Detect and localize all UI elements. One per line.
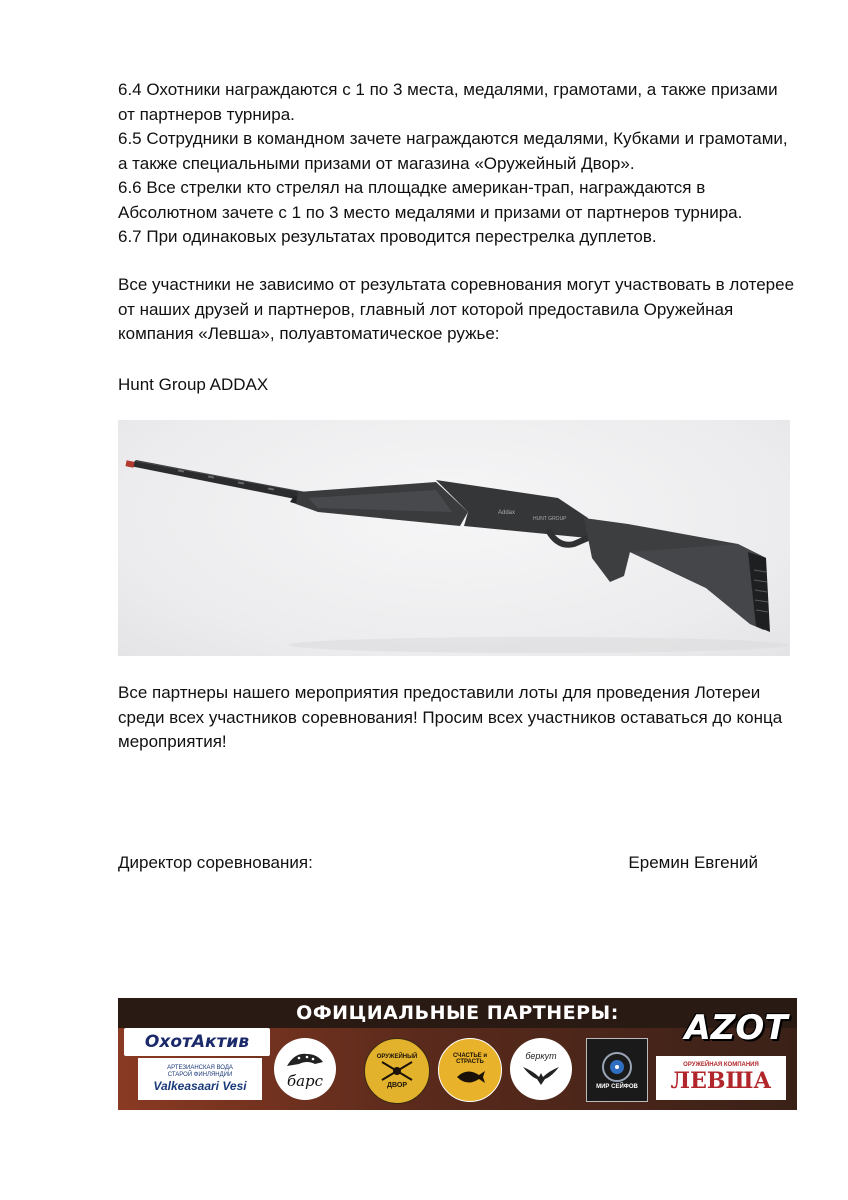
gun-brand-marking: HUNT GROUP — [533, 516, 567, 522]
gun-name: Hunt Group ADDAX — [118, 375, 269, 394]
rule-6-6: 6.6 Все стрелки кто стрелял на площадке американ-трап, награждаются в Абсолютном зачете с 1 по 3 место медалями и призами от партнеров турнира. — [118, 178, 743, 222]
shotgun-image — [118, 420, 790, 656]
director-role: Директор соревнования: — [118, 853, 313, 872]
valkeasaari-name: Valkeasaari Vesi — [153, 1079, 247, 1093]
awards-rules — [118, 78, 798, 250]
leopard-icon — [285, 1048, 325, 1072]
director-name: Еремин Евгений — [628, 853, 758, 872]
crossed-rifles-icon — [380, 1060, 414, 1082]
lottery-paragraph — [118, 273, 798, 347]
schastye-logo — [438, 1038, 502, 1102]
berkut-name: беркут — [525, 1051, 557, 1061]
oruzheyny-dvor-bottom: ДВОР — [387, 1081, 407, 1089]
safe-dial-icon — [600, 1050, 634, 1084]
gun-model-marking: Addax — [498, 510, 516, 516]
levsha-tagline: ОРУЖЕЙНАЯ КОМПАНИЯ — [683, 1062, 759, 1068]
partners-title: ОФИЦИАЛЬНЫЕ ПАРТНЕРЫ: — [296, 1002, 619, 1024]
mir-seyfov-name: МИР СЕЙФОВ — [596, 1084, 638, 1090]
eagle-icon — [521, 1061, 561, 1087]
shotgun-photo — [118, 420, 790, 656]
bars-logo — [274, 1038, 336, 1100]
lottery-text: Все участники не зависимо от результата соревнования могут участвовать в лотерее от наших друзей и партнеров, главный лот которой предоставила Оружейная компания «Левша», полуавтоматическое ружье: — [118, 275, 795, 343]
valkeasaari-tagline: АРТЕЗИАНСКАЯ ВОДА СТАРОЙ ФИНЛЯНДИИ — [167, 1065, 233, 1078]
ohotaktiv-logo — [124, 1028, 270, 1056]
closing-text: Все партнеры нашего мероприятия предоставили лоты для проведения Лотереи среди всех участников соревнования! Просим всех участников оставаться до конца мероприятия! — [118, 683, 783, 751]
valkeasaari-logo — [138, 1058, 262, 1100]
ohotaktiv-logo-text: ОхотАктив — [144, 1032, 250, 1052]
levsha-name: ЛЕВША — [670, 1068, 772, 1094]
mir-seyfov-logo — [586, 1038, 648, 1102]
partners-banner — [118, 998, 797, 1110]
fish-icon — [453, 1065, 487, 1087]
closing-paragraph — [118, 681, 798, 755]
levsha-logo — [656, 1056, 786, 1100]
rule-6-5: 6.5 Сотрудники в командном зачете награждаются медалями, Кубками и грамотами, а также специальными призами от магазина «Оружейный Двор». — [118, 129, 788, 173]
oruzheyny-dvor-top: ОРУЖЕЙНЫЙ — [376, 1053, 418, 1060]
berkut-logo — [510, 1038, 572, 1100]
azot-name: AZOT — [684, 1008, 788, 1048]
azot-logo — [684, 1006, 788, 1050]
rule-6-4: 6.4 Охотники награждаются с 1 по 3 места, медалями, грамотами, а также призами от партнеров турнира. — [118, 80, 778, 124]
oruzheyny-dvor-logo — [364, 1038, 430, 1104]
rule-6-7: 6.7 При одинаковых результатах проводится перестрелка дуплетов. — [118, 227, 657, 246]
bars-name: барс — [286, 1072, 324, 1090]
schastye-name: СЧАСТЬЕ и СТРАСТЬ — [452, 1053, 488, 1065]
